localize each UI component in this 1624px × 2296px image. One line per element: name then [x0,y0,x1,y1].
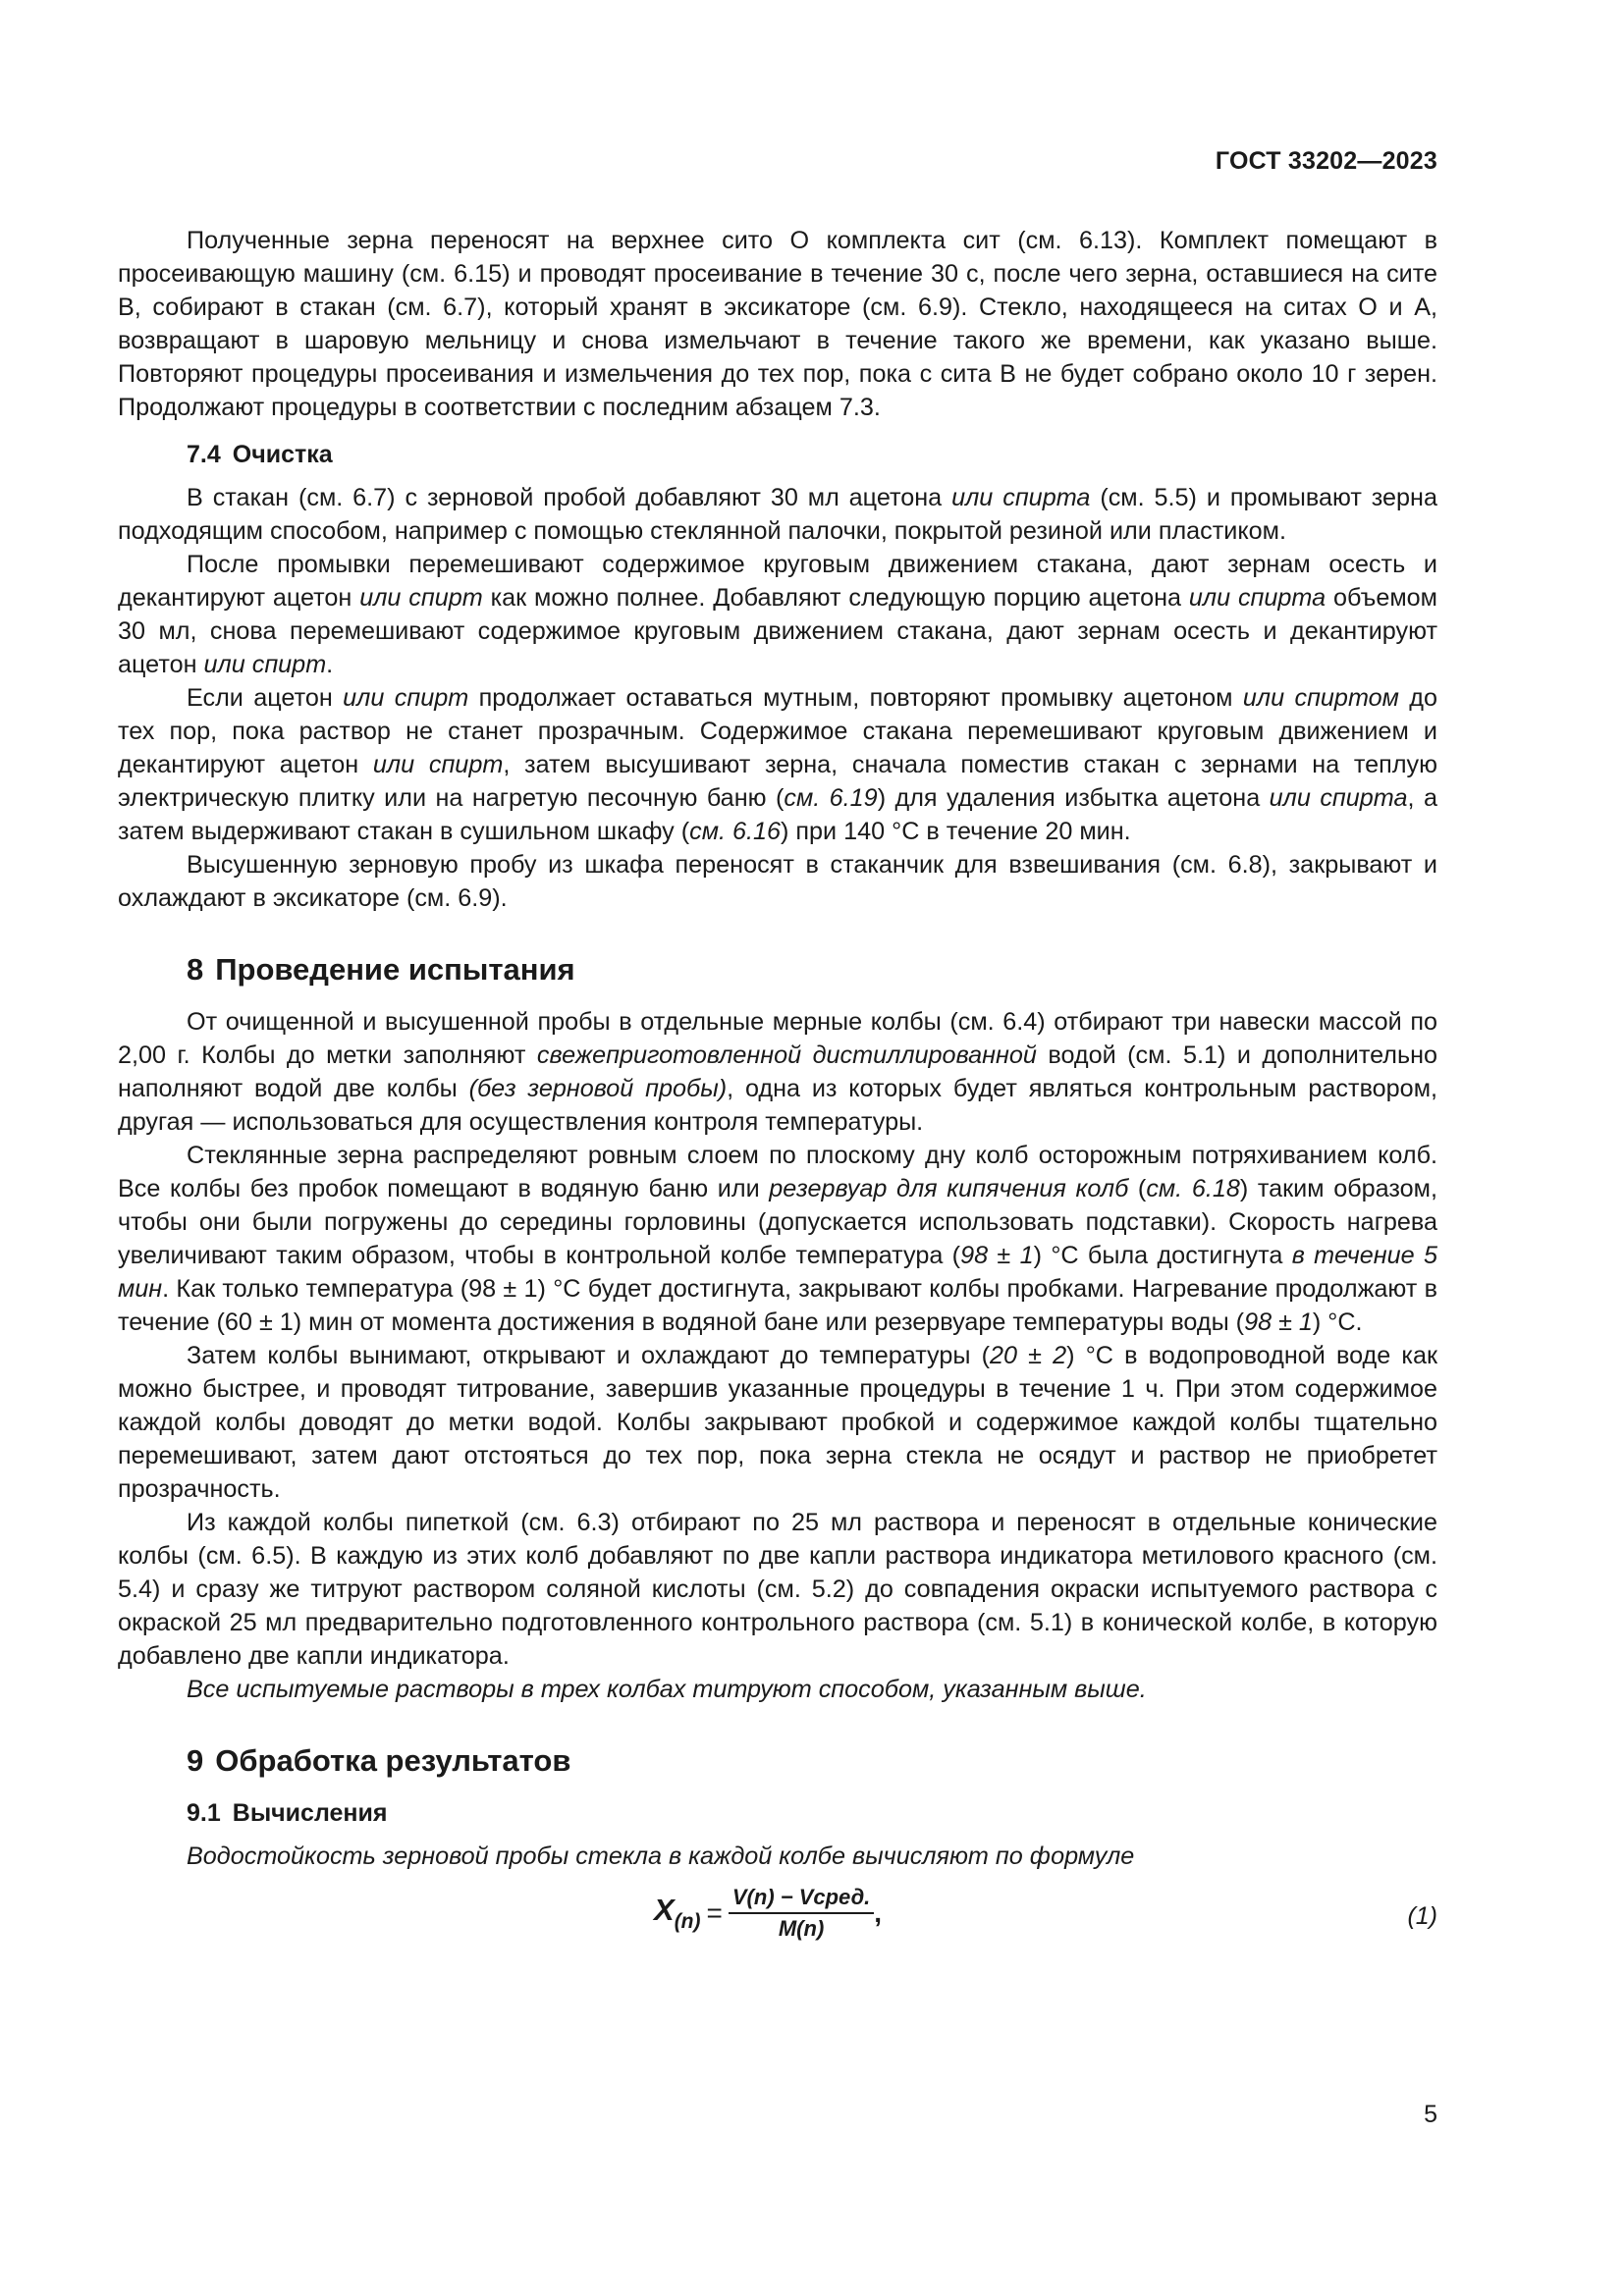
formula-comma: , [874,1897,883,1928]
paragraph-7-4-2: После промывки перемешивают содержимое круговым движением стакана, дают зернам осесть и декантируют ацетон или спирт как можно полнее. Добавляют следующую порцию ацетона или спирта объемом 30 мл, снова перемешивают содержимое круговым движением стакана, дают зернам осесть и декантируют ацетон или спирт. [118,551,1437,678]
paragraph-8-2: Стеклянные зерна распределяют ровным слоем по плоскому дну колб осторожным потряхиванием колб. Все колбы без пробок помещают в водяную баню или резервуар для кипячения колб (см. 6.18) таким образом, чтобы они были погружены до середины горловины (допускается использовать подставки). Скорость нагрева увеличивают таким образом, чтобы в контрольной колбе температура (98 ± 1) °С была достигнута в течение 5 мин. Как только температура (98 ± 1) °С будет достигнута, закрывают колбы пробками. Нагревание продолжают в течение (60 ± 1) мин от момента достижения в водяной бане или резервуаре температуры воды (98 ± 1) °С. [118,1142,1438,1336]
section-number: 9 [187,1743,204,1778]
formula-fraction [729,1885,874,1942]
formula-row [118,1879,1437,1961]
intro-paragraph: Полученные зерна переносят на верхнее сито О комплекта сит (см. 6.13). Комплект помещают в просеивающую машину (см. 6.15) и проводят просеивание в течение 30 с, после чего зерна, оставшиеся на сите В, собирают в стакан (см. 6.7), который хранят в эксикаторе (см. 6.9). Стекло, находящееся на ситах О и А, возвращают в шаровую мельницу и снова измельчают в течение такого же времени, как указано выше. Повторяют процедуры просеивания и измельчения до тех пор, пока с сита В не будет собрано около 10 г зерен. Продолжают процедуры в соответствии с последним абзацем 7.3. [118,227,1437,421]
section-title: Вычисления [232,1799,388,1827]
section-9-1-heading [187,1796,1437,1830]
formula-1 [654,1885,882,1942]
formula-lhs: $X_{(n)}$ [654,1893,701,1933]
section-number: 9.1 [187,1799,221,1827]
paragraph-8-1: От очищенной и высушенной пробы в отдельные мерные колбы (см. 6.4) отбирают три навески массой по 2,00 г. Колбы до метки заполняют свежеприготовленной дистиллированной водой (см. 5.1) и дополнительно наполняют водой две колбы (без зерновой пробы), одна из которых будет являться контрольным раствором, другая — использоваться для осуществления контроля температуры. [118,1008,1438,1136]
paragraph-8-3: Затем колбы вынимают, открывают и охлаждают до температуры (20 ± 2) °С в водопроводной воде как можно быстрее, и проводят титрование, завершив указанные процедуры в течение 1 ч. При этом содержимое каждой колбы доводят до метки водой. Колбы закрывают пробкой и содержимое каждой колбы тщательно перемешивают, затем дают отстояться до тех пор, пока зерна стекла не осядут и раствор не приобретет прозрачность. [118,1342,1437,1503]
section-number: 8 [187,952,204,987]
section-title: Проведение испытания [215,952,575,987]
formula-equals: = [706,1897,723,1928]
formula-number: (1) [1407,1902,1437,1930]
section-number: 7.4 [187,441,221,468]
section-title: Обработка результатов [215,1743,571,1778]
formula-denominator: M(n) [778,1916,825,1941]
section-9-heading [187,1741,1437,1781]
page-content [118,224,1437,1961]
formula-numerator: V(n) − Vсред. [729,1885,874,1914]
paragraph-7-4-3: Если ацетон или спирт продолжает оставаться мутным, повторяют промывку ацетоном или спиртом до тех пор, пока раствор не станет прозрачным. Содержимое стакана перемешивают круговым движением и декантируют ацетон или спирт, затем высушивают зерна, сначала поместив стакан с зернами на теплую электрическую плитку или на нагретую песочную баню (см. 6.19) для удаления избытка ацетона или спирта, а затем выдерживают стакан в сушильном шкафу (см. 6.16) при 140 °С в течение 20 мин. [118,684,1438,845]
paragraph-9-1: Водостойкость зерновой пробы стекла в каждой колбе вычисляют по формуле [187,1842,1135,1870]
document-code: ГОСТ 33202—2023 [1215,147,1437,175]
paragraph-7-4-4: Высушенную зерновую пробу из шкафа переносят в стаканчик для взвешивания (см. 6.8), закрывают и охлаждают в эксикаторе (см. 6.9). [118,851,1437,912]
paragraph-8-4: Из каждой колбы пипеткой (см. 6.3) отбирают по 25 мл раствора и переносят в отдельные конические колбы (см. 6.5). В каждую из этих колб добавляют по две капли раствора индикатора метилового красного (см. 5.4) и сразу же титруют раствором соляной кислоты (см. 5.2) до совпадения окраски испытуемого раствора с окраской 25 мл предварительно подготовленного контрольного раствора (см. 5.1) в конической колбе, в которую добавлено две капли индикатора. [118,1509,1437,1670]
section-title: Очистка [232,441,333,468]
section-7-4-heading [187,438,1437,471]
paragraph-7-4-1: В стакан (см. 6.7) с зерновой пробой добавляют 30 мл ацетона или спирта (см. 5.5) и промывают зерна подходящим способом, например с помощью стеклянной палочки, покрытой резиной или пластиком. [118,484,1437,545]
section-8-heading [187,950,1437,989]
page-number: 5 [1424,2101,1437,2128]
paragraph-8-5: Все испытуемые растворы в трех колбах титруют способом, указанным выше. [187,1676,1147,1703]
